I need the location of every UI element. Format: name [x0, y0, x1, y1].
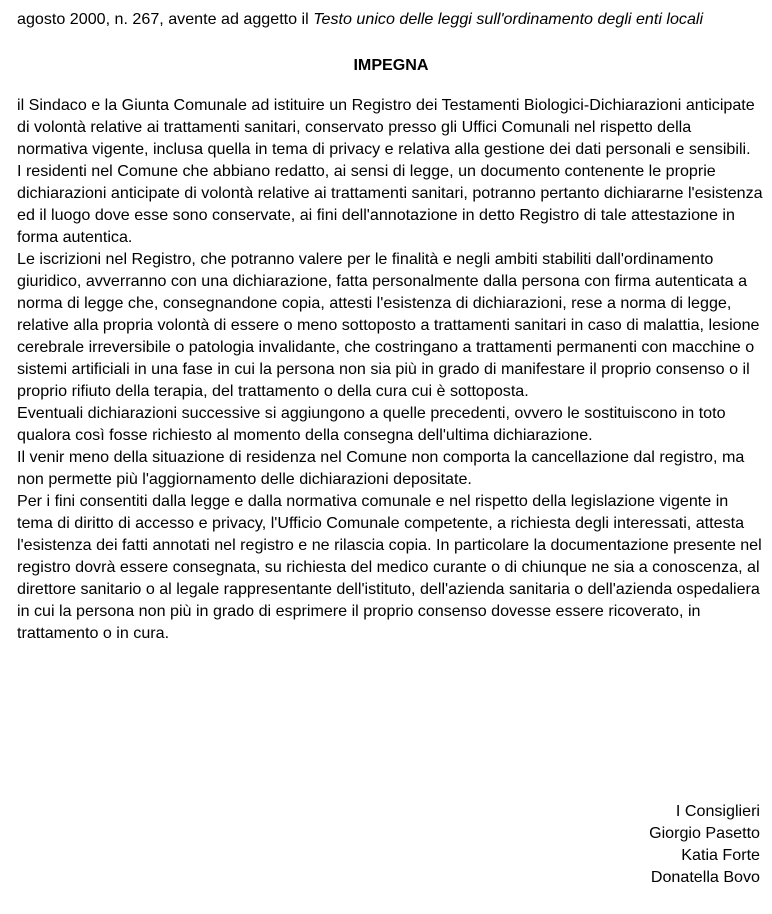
paragraph: I residenti nel Comune che abbiano redatto, ai sensi di legge, un documento contenente le proprie dichiarazioni anticipate di volontà relative ai trattamenti sanitari, potranno pertanto dichiararne l'esistenza ed il luogo dove esse sono conservate, ai fini dell'annotazione in detto Registro di tale attestazione in forma autentica.: [17, 162, 763, 246]
signature-name: Katia Forte: [681, 846, 760, 864]
paragraph: il Sindaco e la Giunta Comunale ad istituire un Registro dei Testamenti Biologici-Dichiarazioni anticipate di volontà relative ai trattamenti sanitari, conservato presso gli Uffici Comunali nel rispetto della normativa vigente, inclusa quella in tema di privacy e relativa alla gestione dei dati personali e sensibili.: [17, 96, 755, 158]
paragraph: Le iscrizioni nel Registro, che potranno valere per le finalità e negli ambiti stabiliti dall'ordinamento giuridico, avverranno con una dichiarazione, fatta personalmente dalla persona con firma autenticata a norma di legge che, consegnandone copia, attesti l'esistenza di dichiarazioni, rese a norma di legge, relative alla propria volontà di essere o meno sottoposto a trattamenti sanitari in caso di malattia, lesione cerebrale irreversibile o patologia invalidante, che costringano a trattamenti permanenti con macchine o sistemi artificiali in una fase in cui la persona non sia più in grado di manifestare il proprio consenso o il proprio rifiuto della terapia, del trattamento o della cura cui è sottoposta.: [17, 250, 760, 400]
intro-plain-text: agosto 2000, n. 267, avente ad aggetto il: [17, 10, 314, 28]
signature-title: I Consiglieri: [675, 802, 760, 820]
signature-block: [649, 800, 760, 888]
intro-italic-title: Testo unico delle leggi sull'ordinamento degli enti locali: [313, 10, 704, 28]
body-text: [17, 94, 765, 644]
section-heading: IMPEGNA: [353, 56, 429, 74]
signature-name: Donatella Bovo: [650, 868, 760, 886]
intro-line: [17, 8, 765, 30]
paragraph: Eventuali dichiarazioni successive si aggiungono a quelle precedenti, ovvero le sostituiscono in toto qualora così fosse richiesto al momento della consegna dell'ultima dichiarazione.: [17, 404, 726, 444]
signature-name: Giorgio Pasetto: [649, 824, 760, 842]
paragraph: Il venir meno della situazione di residenza nel Comune non comporta la cancellazione dal registro, ma non permette più l'aggiornamento delle dichiarazioni depositate.: [17, 448, 745, 488]
document-page: [17, 8, 765, 644]
paragraph: Per i fini consentiti dalla legge e dalla normativa comunale e nel rispetto della legislazione vigente in tema di diritto di accesso e privacy, l'Ufficio Comunale competente, a richiesta degli interessati, attesta l'esistenza dei fatti annotati nel registro e ne rilascia copia. In particolare la documentazione presente nel registro dovrà essere consegnata, su richiesta del medico curante o di chiunque ne sia a conoscenza, al direttore sanitario o al legale rappresentante dell'istituto, dell'azienda sanitaria o dell'azienda ospedaliera in cui la persona non più in grado di esprimere il proprio consenso dovesse essere ricoverato, in trattamento o in cura.: [17, 492, 762, 642]
